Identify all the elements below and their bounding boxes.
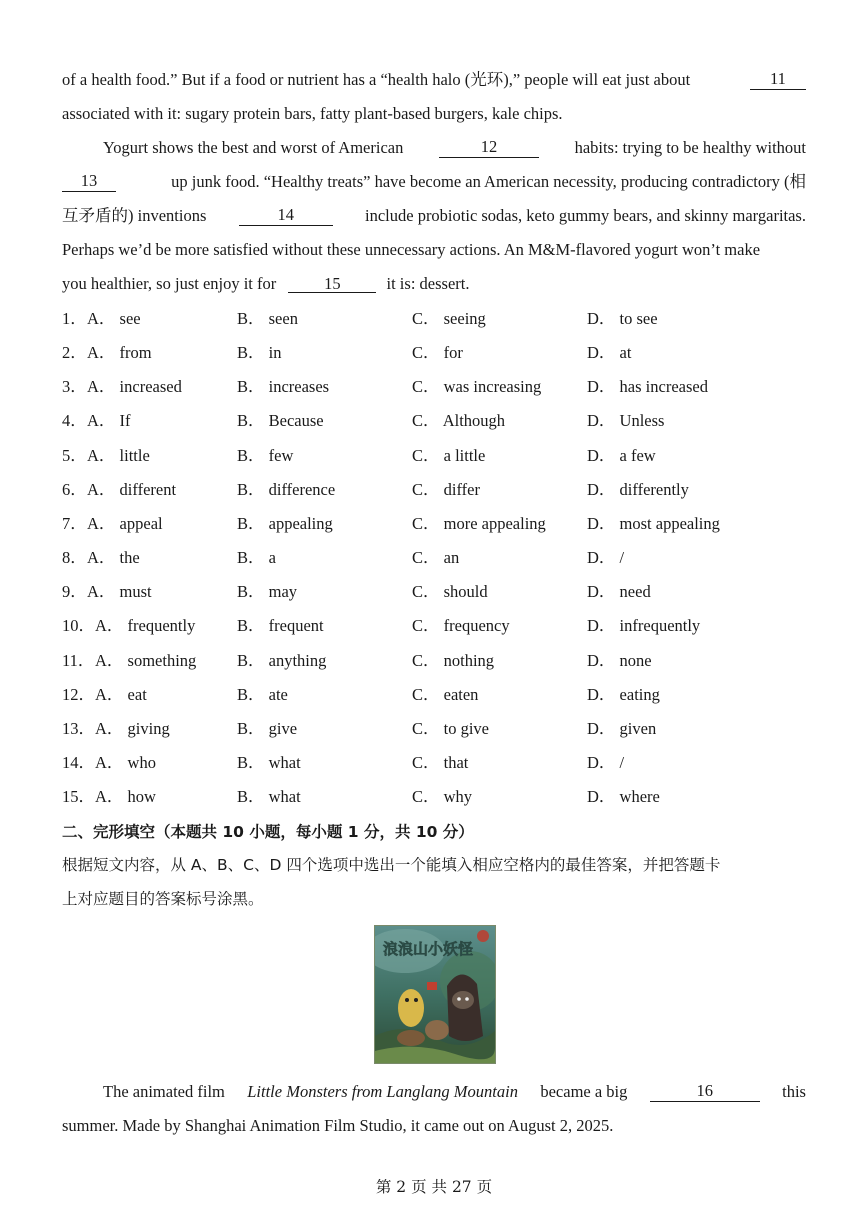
question-number: 13．: [62, 719, 95, 738]
movie-poster-image: [374, 925, 496, 1064]
option-a[interactable]: A． the: [87, 548, 140, 567]
option-b[interactable]: B． give: [237, 719, 298, 738]
option-d[interactable]: D． need: [587, 582, 651, 601]
question-number: 7．: [62, 514, 87, 533]
passage-text: up junk food. “Healthy treats” have become an American necessity, producing contradictory (相: [171, 172, 806, 191]
passage2-line-2: summer. Made by Shanghai Animation Film Studio, it came out on August 2, 2025.: [62, 1116, 614, 1135]
question-12: [62, 685, 828, 705]
blank-13: 13: [62, 172, 116, 192]
option-c[interactable]: C． seeing: [412, 309, 486, 328]
option-d[interactable]: D． has increased: [587, 377, 708, 396]
option-a[interactable]: A． from: [87, 343, 152, 362]
option-d[interactable]: D． /: [587, 548, 625, 567]
option-b[interactable]: B． few: [237, 446, 294, 465]
option-c[interactable]: C． eaten: [412, 685, 479, 704]
question-number: 10．: [62, 616, 95, 635]
passage-line-4: [62, 172, 806, 192]
option-b[interactable]: B． increases: [237, 377, 330, 396]
option-c[interactable]: C． for: [412, 343, 463, 362]
passage2-line-1: [103, 1082, 806, 1102]
poster-title: 浪浪山小妖怪: [383, 940, 474, 958]
option-c[interactable]: C． why: [412, 787, 473, 806]
option-d[interactable]: D． at: [587, 343, 632, 362]
passage-line-1: [62, 70, 806, 90]
question-9: [62, 582, 828, 602]
question-15: [62, 787, 828, 807]
question-14: [62, 753, 828, 773]
option-b[interactable]: B． seen: [237, 309, 298, 328]
option-b[interactable]: B． a: [237, 548, 276, 567]
passage-line-2: associated with it: sugary protein bars, fatty plant-based burgers, kale chips.: [62, 104, 563, 123]
option-c[interactable]: C． should: [412, 582, 488, 601]
question-number: 14．: [62, 753, 95, 772]
option-b[interactable]: B． appealing: [237, 514, 333, 533]
option-c[interactable]: C． differ: [412, 480, 480, 499]
question-8: [62, 548, 828, 568]
option-a[interactable]: A． different: [87, 480, 177, 499]
option-b[interactable]: B． frequent: [237, 616, 324, 635]
question-11: [62, 651, 828, 671]
question-number: 8．: [62, 548, 87, 567]
option-a[interactable]: A． appeal: [87, 514, 163, 533]
option-a[interactable]: A． must: [87, 582, 152, 601]
passage-text: Yogurt shows the best and worst of American: [103, 138, 404, 157]
passage-text: it is: dessert.: [386, 274, 470, 293]
instruction-line-1: 根据短文内容，从 A、B、C、D 四个选项中选出一个能填入相应空格内的最佳答案，并把答题卡: [62, 856, 721, 874]
option-d[interactable]: D． given: [587, 719, 657, 738]
option-d[interactable]: D． differently: [587, 480, 689, 499]
passage-text: habits: trying to be healthy without: [574, 138, 806, 157]
question-13: [62, 719, 828, 739]
option-a[interactable]: A． who: [95, 753, 156, 772]
question-number: 6．: [62, 480, 87, 499]
option-a[interactable]: A． frequently: [95, 616, 196, 635]
question-number: 15．: [62, 787, 95, 806]
option-a[interactable]: A． increased: [87, 377, 182, 396]
question-number: 12．: [62, 685, 95, 704]
question-1: [62, 309, 828, 329]
option-d[interactable]: D． most appealing: [587, 514, 720, 533]
instruction-line-2: 上对应题目的答案标号涂黑。: [62, 890, 264, 908]
option-a[interactable]: A． eat: [95, 685, 147, 704]
passage-text: this: [782, 1082, 806, 1101]
option-c[interactable]: C． that: [412, 753, 469, 772]
option-c[interactable]: C． nothing: [412, 651, 495, 670]
option-d[interactable]: D． none: [587, 651, 652, 670]
passage-line-5: [62, 206, 806, 226]
option-a[interactable]: A． how: [95, 787, 156, 806]
blank-14: 14: [239, 206, 333, 226]
option-d[interactable]: D． infrequently: [587, 616, 701, 635]
option-c[interactable]: C． to give: [412, 719, 489, 738]
option-a[interactable]: A． something: [95, 651, 197, 670]
blank-16: 16: [650, 1082, 760, 1102]
section-title: 二、完形填空（本题共 10 小题，每小题 1 分，共 10 分）: [62, 823, 474, 841]
option-b[interactable]: B． what: [237, 787, 301, 806]
option-a[interactable]: A． little: [87, 446, 150, 465]
option-d[interactable]: D． where: [587, 787, 660, 806]
option-c[interactable]: C． an: [412, 548, 460, 567]
option-d[interactable]: D． to see: [587, 309, 658, 328]
option-c[interactable]: C． more appealing: [412, 514, 546, 533]
passage-line-3: [103, 138, 806, 158]
question-number: 4．: [62, 411, 87, 430]
option-c[interactable]: C． Although: [412, 411, 506, 430]
question-number: 1．: [62, 309, 87, 328]
option-c[interactable]: C． frequency: [412, 616, 510, 635]
option-a[interactable]: A． If: [87, 411, 131, 430]
option-b[interactable]: B． may: [237, 582, 298, 601]
question-10: [62, 616, 828, 636]
question-2: [62, 343, 828, 363]
question-number: 3．: [62, 377, 87, 396]
passage-text: became a big: [540, 1082, 628, 1101]
blank-11: 11: [750, 70, 806, 90]
option-d[interactable]: D． eating: [587, 685, 660, 704]
page-footer: 第 2 页 共 27 页: [375, 1178, 493, 1196]
option-c[interactable]: C． a little: [412, 446, 486, 465]
passage-text: 互矛盾的) inventions: [62, 206, 207, 225]
passage-text: The animated film: [103, 1082, 225, 1101]
question-5: [62, 446, 828, 466]
passage-text: include probiotic sodas, keto gummy bears, and skinny margaritas.: [365, 206, 806, 225]
blank-15: 15: [288, 275, 376, 293]
option-b[interactable]: B． ate: [237, 685, 288, 704]
question-7: [62, 514, 828, 534]
option-b[interactable]: B． anything: [237, 651, 327, 670]
blank-12: 12: [439, 138, 539, 158]
question-3: [62, 377, 828, 397]
passage-text: of a health food.” But if a food or nutrient has a “health halo (光环),” people will eat just about: [62, 70, 691, 89]
option-d[interactable]: D． /: [587, 753, 625, 772]
passage-line-6: Perhaps we’d be more satisfied without these unnecessary actions. An M&M-flavored yogurt won’t make: [62, 240, 761, 259]
option-a[interactable]: A． giving: [95, 719, 170, 738]
passage-line-7: [62, 274, 806, 294]
passage-text: you healthier, so just enjoy it for: [62, 274, 277, 293]
option-b[interactable]: B． difference: [237, 480, 336, 499]
option-b[interactable]: B． in: [237, 343, 282, 362]
question-number: 11．: [62, 651, 95, 670]
question-6: [62, 480, 828, 500]
question-number: 9．: [62, 582, 87, 601]
option-b[interactable]: B． what: [237, 753, 301, 772]
option-a[interactable]: A． see: [87, 309, 141, 328]
question-number: 5．: [62, 446, 87, 465]
question-number: 2．: [62, 343, 87, 362]
option-c[interactable]: C． was increasing: [412, 377, 542, 396]
option-b[interactable]: B． Because: [237, 411, 324, 430]
film-title: Little Monsters from Langlang Mountain: [247, 1082, 518, 1101]
option-d[interactable]: D． Unless: [587, 411, 665, 430]
option-d[interactable]: D． a few: [587, 446, 656, 465]
question-4: [62, 411, 828, 431]
